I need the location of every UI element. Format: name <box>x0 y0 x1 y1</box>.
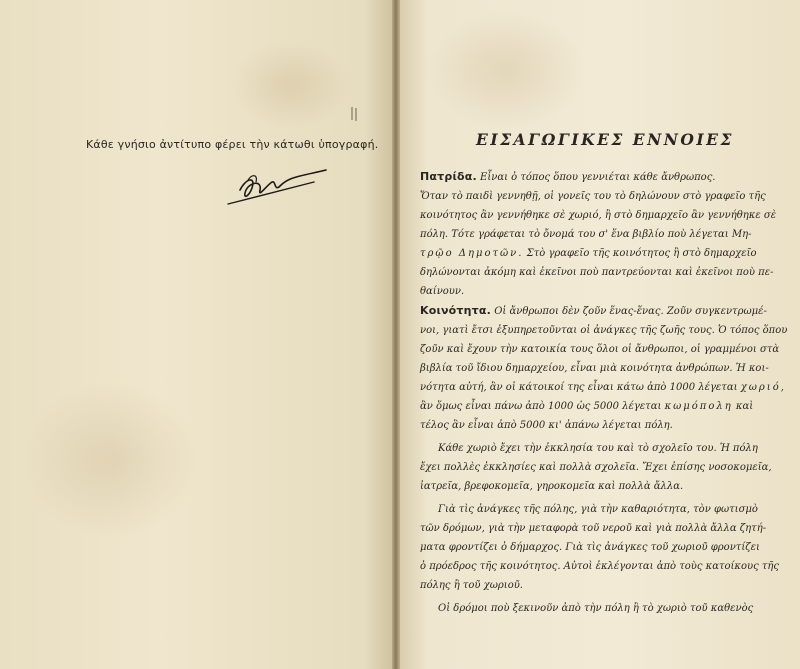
text-span: πόλη. Τότε γράφεται τὸ ὄνομά του σ' ἕνα βιβλίο ποὺ λέγεται <box>420 229 729 240</box>
paper-stain <box>230 40 350 130</box>
text-line: Γιὰ τὶς ἀνάγκες τῆς πόλης, γιὰ τὴν καθαριότητα, τὸν φωτισμὸ <box>438 504 758 515</box>
text-line <box>420 167 770 187</box>
text-span: Στὸ γραφεῖο τῆς κοινότητος ἢ στὸ δημαρχεῖο <box>526 248 757 259</box>
term-koinotita: Κοινότητα. <box>420 304 492 317</box>
paragraph-village-city <box>420 439 770 496</box>
paper-stain <box>20 380 200 540</box>
text-line: ὁ πρόεδρος τῆς κοινότητος. Αὐτοὶ ἐκλέγονται ἀπὸ τοὺς κατοίκους τῆς <box>420 561 779 572</box>
text-line: νοι, γιατὶ ἔτσι ἐξυπηρετοῦνται οἱ ἀνάγκες τῆς ζωῆς τους. Ὁ τόπος ὅπου <box>420 325 788 336</box>
text-line: Οἱ δρόμοι ποὺ ξεκινοῦν ἀπὸ τὴν πόλη ἢ τὸ χωριὸ τοῦ καθενὸς <box>438 603 754 614</box>
left-page <box>0 0 396 669</box>
text-line <box>420 378 786 397</box>
paragraph-koinotita <box>420 301 788 435</box>
paragraph-mayor <box>420 500 779 595</box>
text-line: ἰατρεῖα, βρεφοκομεῖα, γηροκομεῖα καὶ πολλὰ ἄλλα. <box>420 481 684 492</box>
text-line <box>420 301 770 321</box>
text-line: ἔχει πολλὲς ἐκκλησίες καὶ πολλὰ σχολεῖα. Ἔχει ἐπίσης νοσοκομεῖα, <box>420 462 772 473</box>
text-line: βιβλία τοῦ ἴδιου δημαρχείου, εἶναι μιὰ κοινότητα ἀνθρώπων. Ἡ κοι- <box>420 363 769 374</box>
paper-stain <box>426 10 586 130</box>
text-span: Μη- <box>731 229 752 240</box>
chapter-heading: ΕΙΣΑΓΩΓΙΚΕΣ ΕΝΝΟΙΕΣ <box>476 130 734 149</box>
spaced-term: τρῷο Δημοτῶν. <box>420 248 524 259</box>
text-line: τέλος ἂν εἶναι ἀπὸ 5000 κι' ἀπάνω λέγεται πόλη. <box>420 420 673 431</box>
term-patrida: Πατρίδα. <box>420 170 477 183</box>
pencil-mark-icon <box>350 106 360 122</box>
text-line: τῶν δρόμων, γιὰ τὴν μεταφορὰ τοῦ νεροῦ καὶ γιὰ πολλὰ ἄλλα ζητή- <box>420 523 767 534</box>
chapter-content <box>420 130 788 618</box>
text-line: ματα φροντίζει ὁ δήμαρχος. Γιὰ τὶς ἀνάγκες τοῦ χωριοῦ φροντίζει <box>420 542 760 553</box>
text-span: καὶ <box>735 401 754 412</box>
text-span: Εἶναι ὁ τόπος ὅπου γεννιέται κάθε ἄνθρωπος. <box>480 172 716 183</box>
paragraph-patrida <box>420 167 777 301</box>
text-line <box>420 244 770 263</box>
text-line <box>420 397 770 416</box>
spaced-term: κωμόπολη <box>664 401 733 412</box>
text-line: θαίνουν. <box>420 286 465 297</box>
text-line: Ὅταν τὸ παιδὶ γεννηθῇ, οἱ γονεῖς του τὸ δηλώνουν στὸ γραφεῖο τῆς <box>420 191 766 202</box>
text-line: Κάθε χωριὸ ἔχει τὴν ἐκκλησία του καὶ τὸ σχολεῖο του. Ἡ πόλη <box>438 443 758 454</box>
signature-icon <box>222 160 332 210</box>
text-line: πόλης ἢ τοῦ χωριοῦ. <box>420 580 523 591</box>
book-gutter <box>392 0 400 669</box>
text-span: Οἱ ἄνθρωποι δὲν ζοῦν ἕνας-ἕνας. Ζοῦν συγκεντρωμέ- <box>494 306 767 317</box>
spaced-term: χωριό, <box>740 382 786 393</box>
authenticity-caption: Κάθε γνήσιο ἀντίτυπο φέρει τὴν κάτωθι ὑπογραφή. <box>86 138 379 151</box>
text-line: δηλώνονται ἀκόμη καὶ ἐκεῖνοι ποὺ παντρεύονται καὶ ἐκεῖνοι ποὺ πε- <box>420 267 774 278</box>
text-line <box>420 225 770 244</box>
text-line: κοινότητος ἂν γεννήθηκε σὲ χωριό, ἢ στὸ δημαρχεῖο ἂν γεννήθηκε σὲ <box>420 210 777 221</box>
text-span: ἂν ὅμως εἶναι πάνω ἀπὸ 1000 ὡς 5000 λέγεται <box>420 401 662 412</box>
paragraph-roads <box>420 599 770 618</box>
text-line: ζοῦν καὶ ἔχουν τὴν κατοικία τους ὅλοι οἱ ἄνθρωποι, οἱ γραμμένοι στὰ <box>420 344 780 355</box>
text-span: νότητα αὐτή, ἂν οἱ κάτοικοί της εἶναι κάτω ἀπὸ 1000 λέγεται <box>420 382 738 393</box>
